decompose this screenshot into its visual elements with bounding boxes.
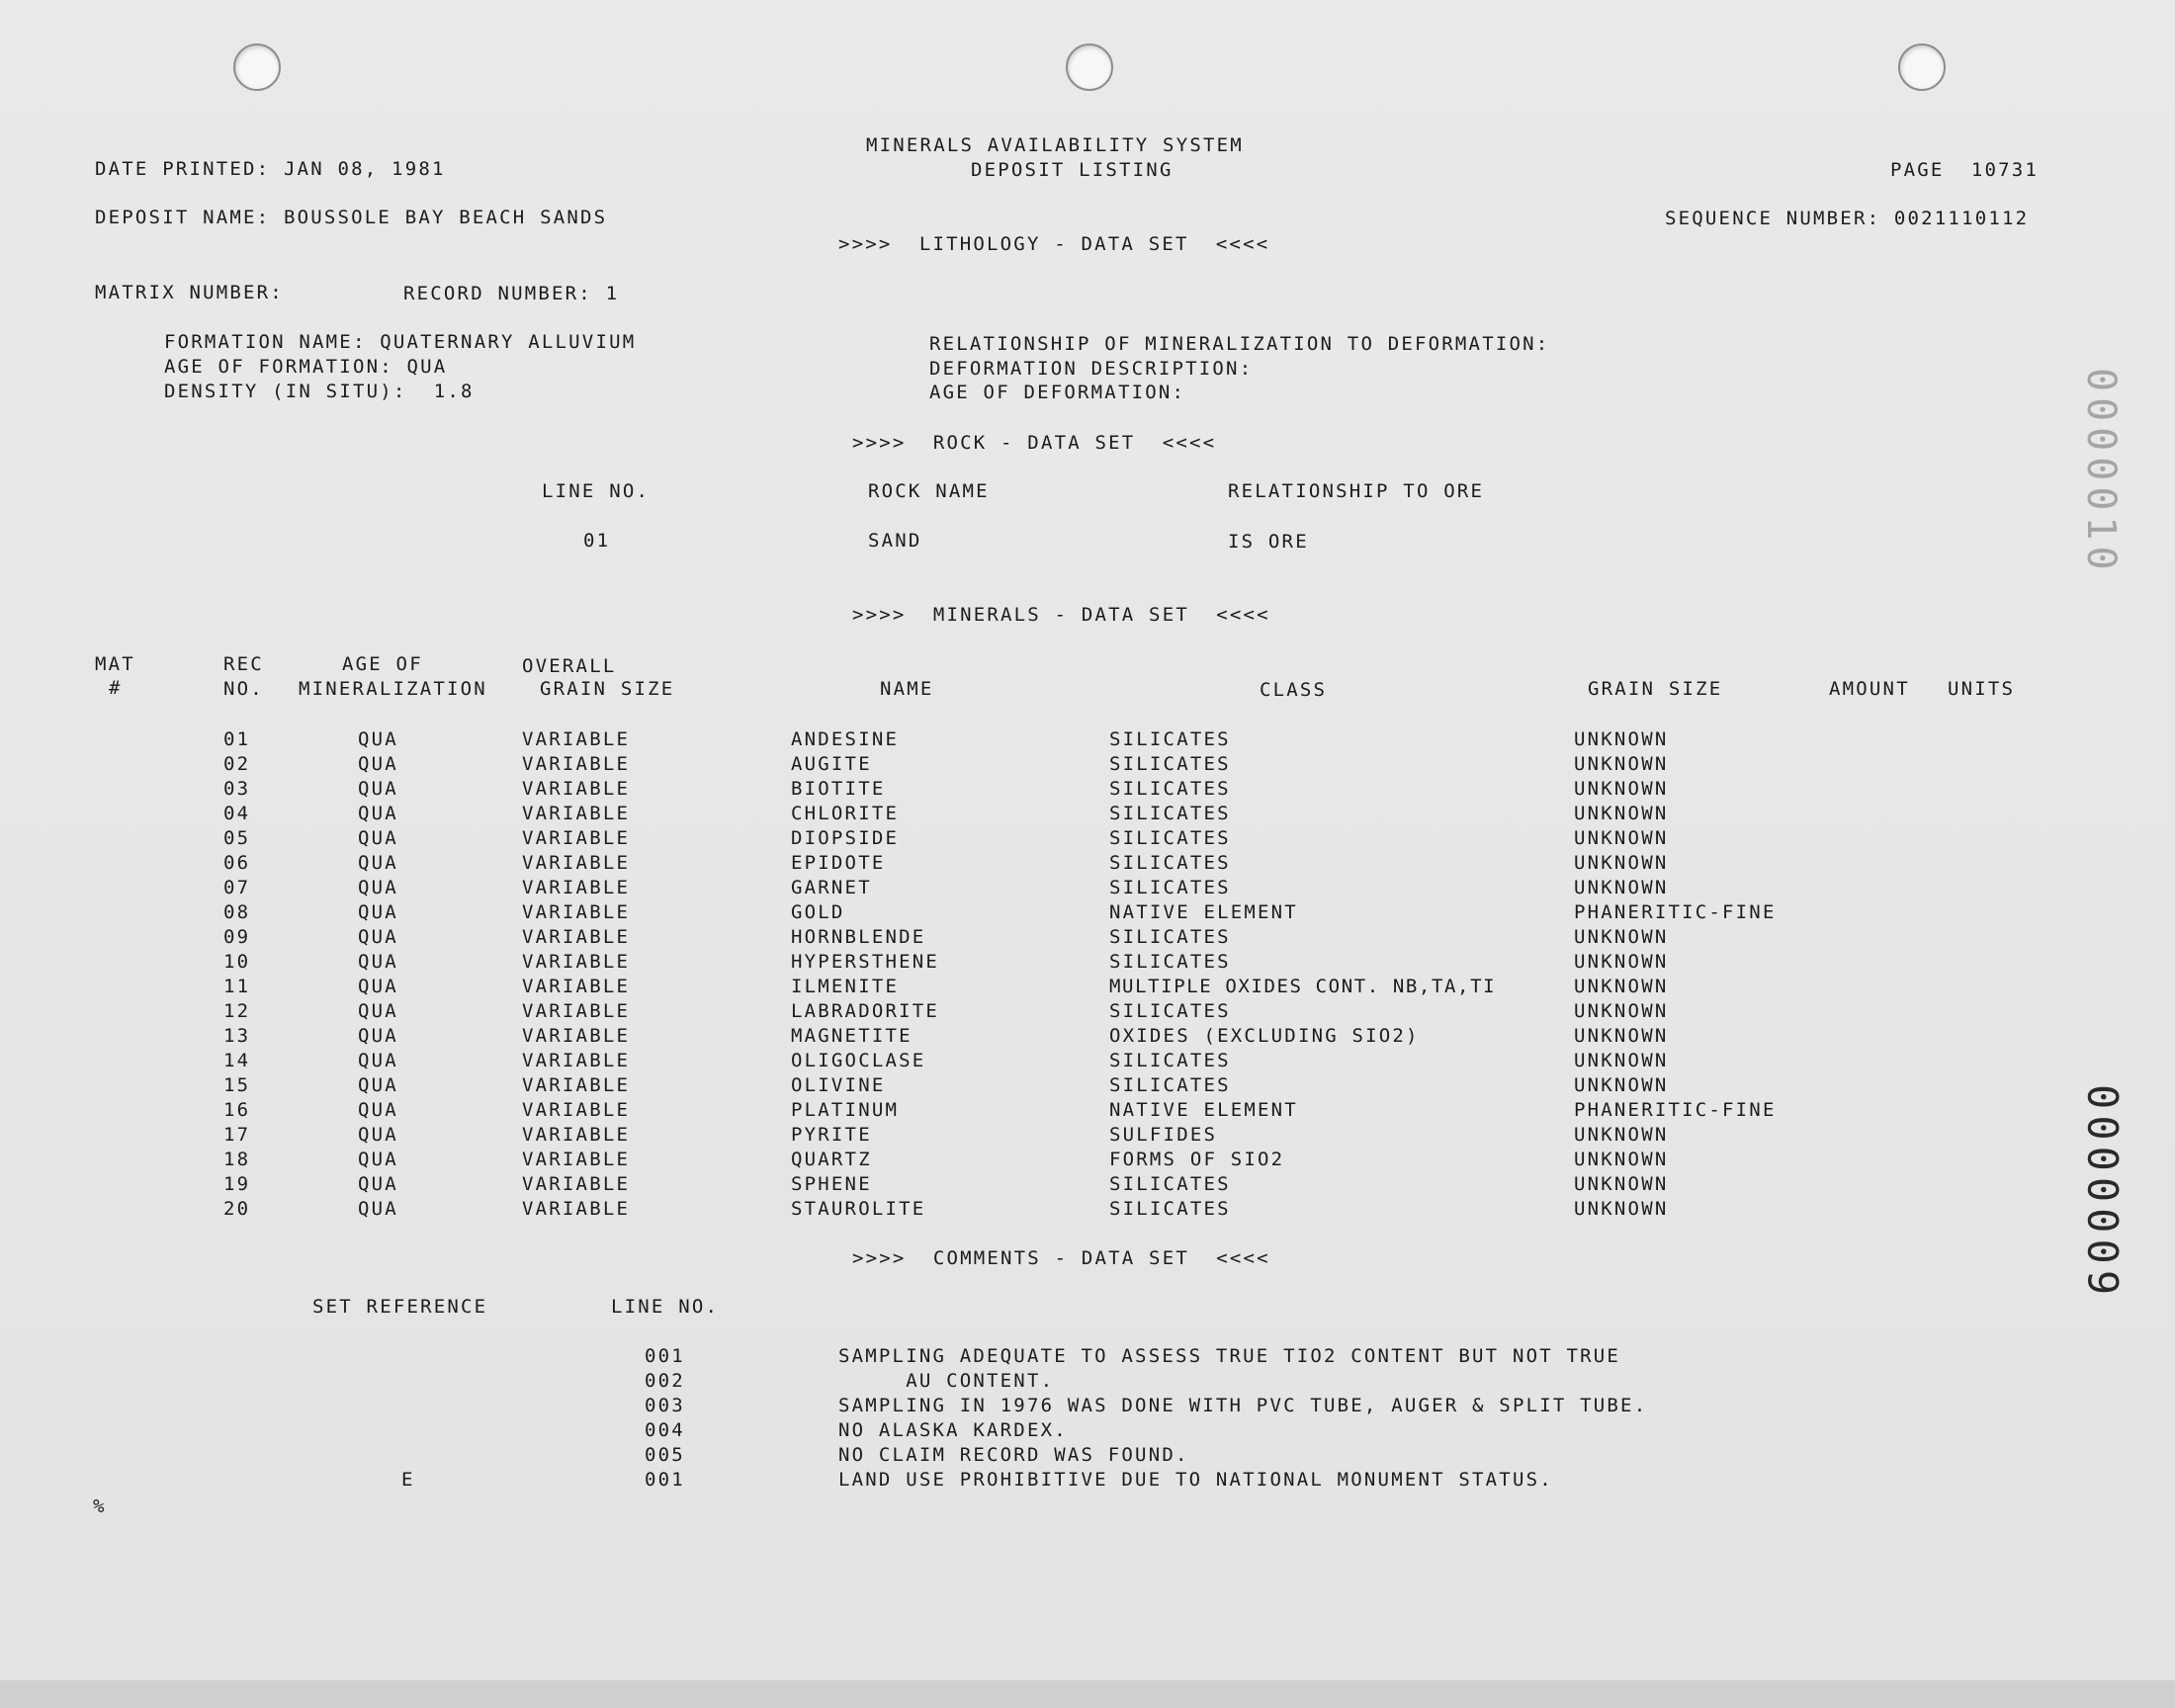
overall-grain-size: VARIABLE [522, 1050, 631, 1071]
comment-text: NO CLAIM RECORD WAS FOUND. [838, 1444, 1189, 1466]
rec-no: 01 [223, 728, 251, 750]
grain-size: UNKNOWN [1574, 728, 1669, 750]
matrix-number: MATRIX NUMBER: [95, 282, 284, 303]
formation-name: FORMATION NAME: QUATERNARY ALLUVIUM [164, 331, 637, 353]
mineral-class: SILICATES [1109, 1173, 1231, 1195]
table-row [0, 1149, 2175, 1173]
comments-header-line-no: LINE NO. [611, 1296, 720, 1318]
lithology-section-title: >>>> LITHOLOGY - DATA SET <<<< [838, 233, 1270, 255]
mineral-class: NATIVE ELEMENT [1109, 901, 1298, 923]
age-of-formation: AGE OF FORMATION: QUA [164, 356, 448, 378]
mineral-class: SILICATES [1109, 1000, 1231, 1022]
mineral-class: SILICATES [1109, 926, 1231, 948]
comments-header-set-reference: SET REFERENCE [312, 1296, 488, 1318]
table-row [0, 1173, 2175, 1198]
rec-no: 10 [223, 951, 251, 973]
table-row [0, 753, 2175, 778]
header-rec-no: NO. [223, 678, 264, 700]
rock-section-title: >>>> ROCK - DATA SET <<<< [852, 432, 1217, 454]
rec-no: 15 [223, 1074, 251, 1096]
comments-section-title: >>>> COMMENTS - DATA SET <<<< [852, 1247, 1270, 1269]
mineral-name: MAGNETITE [791, 1025, 913, 1047]
grain-size: UNKNOWN [1574, 1149, 1669, 1170]
table-row [0, 1124, 2175, 1149]
header-amount: AMOUNT [1829, 678, 1910, 700]
table-row [0, 1000, 2175, 1025]
grain-size: UNKNOWN [1574, 1050, 1669, 1071]
mineral-class: SILICATES [1109, 827, 1231, 849]
overall-grain-size: VARIABLE [522, 803, 631, 824]
age-of-mineralization: QUA [358, 1074, 398, 1096]
grain-size: UNKNOWN [1574, 852, 1669, 874]
mineral-name: ILMENITE [791, 976, 900, 997]
overall-grain-size: VARIABLE [522, 852, 631, 874]
grain-size: UNKNOWN [1574, 753, 1669, 775]
header-mat: MAT [95, 653, 135, 675]
side-number-upper: 0000010 [2078, 368, 2124, 576]
side-number-lower: 6000000 [2080, 1077, 2129, 1295]
table-row [0, 728, 2175, 753]
density: DENSITY (IN SITU): 1.8 [164, 381, 475, 402]
mineral-class: SILICATES [1109, 877, 1231, 898]
sequence-number: SEQUENCE NUMBER: 0021110112 [1665, 208, 2030, 229]
mineral-class: SILICATES [1109, 1198, 1231, 1220]
table-row [0, 803, 2175, 827]
comment-text: SAMPLING IN 1976 WAS DONE WITH PVC TUBE, AUGER & SPLIT TUBE. [838, 1395, 1648, 1416]
rec-no: 09 [223, 926, 251, 948]
mineral-name: DIOPSIDE [791, 827, 900, 849]
comment-text: NO ALASKA KARDEX. [838, 1419, 1068, 1441]
overall-grain-size: VARIABLE [522, 1074, 631, 1096]
overall-grain-size: VARIABLE [522, 901, 631, 923]
grain-size: UNKNOWN [1574, 877, 1669, 898]
mineral-class: FORMS OF SIO2 [1109, 1149, 1285, 1170]
rec-no: 03 [223, 778, 251, 800]
footer-mark: % [93, 1495, 107, 1517]
overall-grain-size: VARIABLE [522, 877, 631, 898]
mineral-class: OXIDES (EXCLUDING SIO2) [1109, 1025, 1420, 1047]
age-of-mineralization: QUA [358, 827, 398, 849]
mineral-class: SILICATES [1109, 803, 1231, 824]
table-row [0, 1074, 2175, 1099]
rock-header-relationship: RELATIONSHIP TO ORE [1228, 480, 1485, 502]
mineral-name: BIOTITE [791, 778, 886, 800]
comment-line-no: 004 [645, 1419, 685, 1441]
mineral-name: GARNET [791, 877, 872, 898]
table-row [0, 926, 2175, 951]
grain-size: UNKNOWN [1574, 778, 1669, 800]
rec-no: 20 [223, 1198, 251, 1220]
table-row [0, 1198, 2175, 1223]
mineral-class: SILICATES [1109, 1074, 1231, 1096]
age-of-mineralization: QUA [358, 951, 398, 973]
table-row [0, 1099, 2175, 1124]
mineral-name: GOLD [791, 901, 845, 923]
comment-line-no: 001 [645, 1469, 685, 1491]
header-age-of: AGE OF [342, 653, 423, 675]
mineral-name: ANDESINE [791, 728, 900, 750]
comment-line-no: 005 [645, 1444, 685, 1466]
comment-line-no: 003 [645, 1395, 685, 1416]
date-printed: DATE PRINTED: JAN 08, 1981 [95, 158, 446, 180]
grain-size: UNKNOWN [1574, 926, 1669, 948]
header-units: UNITS [1948, 678, 2016, 700]
mineral-name: EPIDOTE [791, 852, 886, 874]
overall-grain-size: VARIABLE [522, 976, 631, 997]
comment-text: SAMPLING ADEQUATE TO ASSESS TRUE TIO2 CONTENT BUT NOT TRUE [838, 1345, 1621, 1367]
mineral-name: SPHENE [791, 1173, 872, 1195]
table-row [0, 852, 2175, 877]
age-of-mineralization: QUA [358, 877, 398, 898]
age-of-mineralization: QUA [358, 778, 398, 800]
header-class: CLASS [1260, 679, 1328, 701]
punch-hole-center [1066, 43, 1113, 91]
age-of-mineralization: QUA [358, 1198, 398, 1220]
grain-size: UNKNOWN [1574, 827, 1669, 849]
comment-row [0, 1419, 2175, 1444]
age-of-deformation: AGE OF DEFORMATION: [929, 382, 1186, 403]
mineral-class: SILICATES [1109, 778, 1231, 800]
grain-size: PHANERITIC-FINE [1574, 901, 1777, 923]
rock-relationship: IS ORE [1228, 531, 1309, 553]
overall-grain-size: VARIABLE [522, 1198, 631, 1220]
page-number: PAGE 10731 [1890, 159, 2040, 181]
age-of-mineralization: QUA [358, 976, 398, 997]
rec-no: 06 [223, 852, 251, 874]
rec-no: 11 [223, 976, 251, 997]
table-row [0, 901, 2175, 926]
overall-grain-size: VARIABLE [522, 1000, 631, 1022]
comment-row [0, 1469, 2175, 1494]
listing-title: DEPOSIT LISTING [971, 159, 1174, 181]
punch-hole-right [1898, 43, 1946, 91]
comment-row [0, 1395, 2175, 1419]
overall-grain-size: VARIABLE [522, 1025, 631, 1047]
scan-edge [0, 1680, 2175, 1708]
overall-grain-size: VARIABLE [522, 1173, 631, 1195]
age-of-mineralization: QUA [358, 926, 398, 948]
grain-size: UNKNOWN [1574, 1025, 1669, 1047]
header-overall: OVERALL [522, 655, 617, 677]
grain-size: UNKNOWN [1574, 976, 1669, 997]
age-of-mineralization: QUA [358, 803, 398, 824]
age-of-mineralization: QUA [358, 1000, 398, 1022]
age-of-mineralization: QUA [358, 852, 398, 874]
minerals-section-title: >>>> MINERALS - DATA SET <<<< [852, 604, 1270, 626]
grain-size: UNKNOWN [1574, 1124, 1669, 1146]
rec-no: 05 [223, 827, 251, 849]
header-mineralization: MINERALIZATION [299, 678, 487, 700]
mineral-name: OLIGOCLASE [791, 1050, 926, 1071]
age-of-mineralization: QUA [358, 1124, 398, 1146]
age-of-mineralization: QUA [358, 728, 398, 750]
mineral-class: SULFIDES [1109, 1124, 1218, 1146]
table-row [0, 827, 2175, 852]
rec-no: 12 [223, 1000, 251, 1022]
comment-text: LAND USE PROHIBITIVE DUE TO NATIONAL MONUMENT STATUS. [838, 1469, 1553, 1491]
overall-grain-size: VARIABLE [522, 753, 631, 775]
comment-row [0, 1345, 2175, 1370]
table-row [0, 1025, 2175, 1050]
overall-grain-size: VARIABLE [522, 926, 631, 948]
mineral-name: PYRITE [791, 1124, 872, 1146]
overall-grain-size: VARIABLE [522, 951, 631, 973]
comment-row [0, 1444, 2175, 1469]
comment-line-no: 001 [645, 1345, 685, 1367]
rock-header-line-no: LINE NO. [542, 480, 651, 502]
deformation-description: DEFORMATION DESCRIPTION: [929, 358, 1254, 380]
record-number: RECORD NUMBER: 1 [403, 283, 620, 304]
age-of-mineralization: QUA [358, 753, 398, 775]
rec-no: 19 [223, 1173, 251, 1195]
mineral-name: STAUROLITE [791, 1198, 926, 1220]
mineral-name: OLIVINE [791, 1074, 886, 1096]
overall-grain-size: VARIABLE [522, 1124, 631, 1146]
table-row [0, 877, 2175, 901]
table-row [0, 1050, 2175, 1074]
rec-no: 04 [223, 803, 251, 824]
table-row [0, 778, 2175, 803]
overall-grain-size: VARIABLE [522, 827, 631, 849]
mineral-name: CHLORITE [791, 803, 900, 824]
overall-grain-size: VARIABLE [522, 1099, 631, 1121]
mineral-name: HORNBLENDE [791, 926, 926, 948]
rock-name: SAND [868, 530, 922, 552]
age-of-mineralization: QUA [358, 1050, 398, 1071]
grain-size: UNKNOWN [1574, 803, 1669, 824]
mineral-name: PLATINUM [791, 1099, 900, 1121]
rec-no: 18 [223, 1149, 251, 1170]
header-overall-grain-size: GRAIN SIZE [540, 678, 675, 700]
age-of-mineralization: QUA [358, 901, 398, 923]
age-of-mineralization: QUA [358, 1099, 398, 1121]
age-of-mineralization: QUA [358, 1025, 398, 1047]
rec-no: 02 [223, 753, 251, 775]
overall-grain-size: VARIABLE [522, 728, 631, 750]
grain-size: UNKNOWN [1574, 1198, 1669, 1220]
header-mat-hash: # [109, 677, 123, 699]
header-rec: REC [223, 653, 264, 675]
punch-hole-left [233, 43, 281, 91]
system-title: MINERALS AVAILABILITY SYSTEM [866, 134, 1244, 156]
age-of-mineralization: QUA [358, 1149, 398, 1170]
rec-no: 16 [223, 1099, 251, 1121]
mineral-class: SILICATES [1109, 753, 1231, 775]
grain-size: UNKNOWN [1574, 1173, 1669, 1195]
table-row [0, 951, 2175, 976]
rec-no: 07 [223, 877, 251, 898]
mineral-name: AUGITE [791, 753, 872, 775]
comment-row [0, 1370, 2175, 1395]
rec-no: 14 [223, 1050, 251, 1071]
relationship-mineralization: RELATIONSHIP OF MINERALIZATION TO DEFORMATION: [929, 333, 1550, 355]
rec-no: 13 [223, 1025, 251, 1047]
grain-size: UNKNOWN [1574, 951, 1669, 973]
comment-text: AU CONTENT. [838, 1370, 1055, 1392]
mineral-class: NATIVE ELEMENT [1109, 1099, 1298, 1121]
table-row [0, 976, 2175, 1000]
mineral-class: SILICATES [1109, 728, 1231, 750]
mineral-name: QUARTZ [791, 1149, 872, 1170]
header-name: NAME [880, 678, 934, 700]
mineral-class: MULTIPLE OXIDES CONT. NB,TA,TI [1109, 976, 1497, 997]
mineral-class: SILICATES [1109, 951, 1231, 973]
comment-set-reference: E [401, 1469, 415, 1491]
rec-no: 17 [223, 1124, 251, 1146]
rock-line-no: 01 [583, 530, 611, 552]
mineral-class: SILICATES [1109, 1050, 1231, 1071]
age-of-mineralization: QUA [358, 1173, 398, 1195]
overall-grain-size: VARIABLE [522, 778, 631, 800]
header-grain-size: GRAIN SIZE [1588, 678, 1723, 700]
grain-size: UNKNOWN [1574, 1074, 1669, 1096]
mineral-class: SILICATES [1109, 852, 1231, 874]
rec-no: 08 [223, 901, 251, 923]
overall-grain-size: VARIABLE [522, 1149, 631, 1170]
mineral-name: HYPERSTHENE [791, 951, 940, 973]
mineral-name: LABRADORITE [791, 1000, 940, 1022]
grain-size: PHANERITIC-FINE [1574, 1099, 1777, 1121]
comment-line-no: 002 [645, 1370, 685, 1392]
grain-size: UNKNOWN [1574, 1000, 1669, 1022]
rock-header-rock-name: ROCK NAME [868, 480, 990, 502]
deposit-name: DEPOSIT NAME: BOUSSOLE BAY BEACH SANDS [95, 207, 608, 228]
